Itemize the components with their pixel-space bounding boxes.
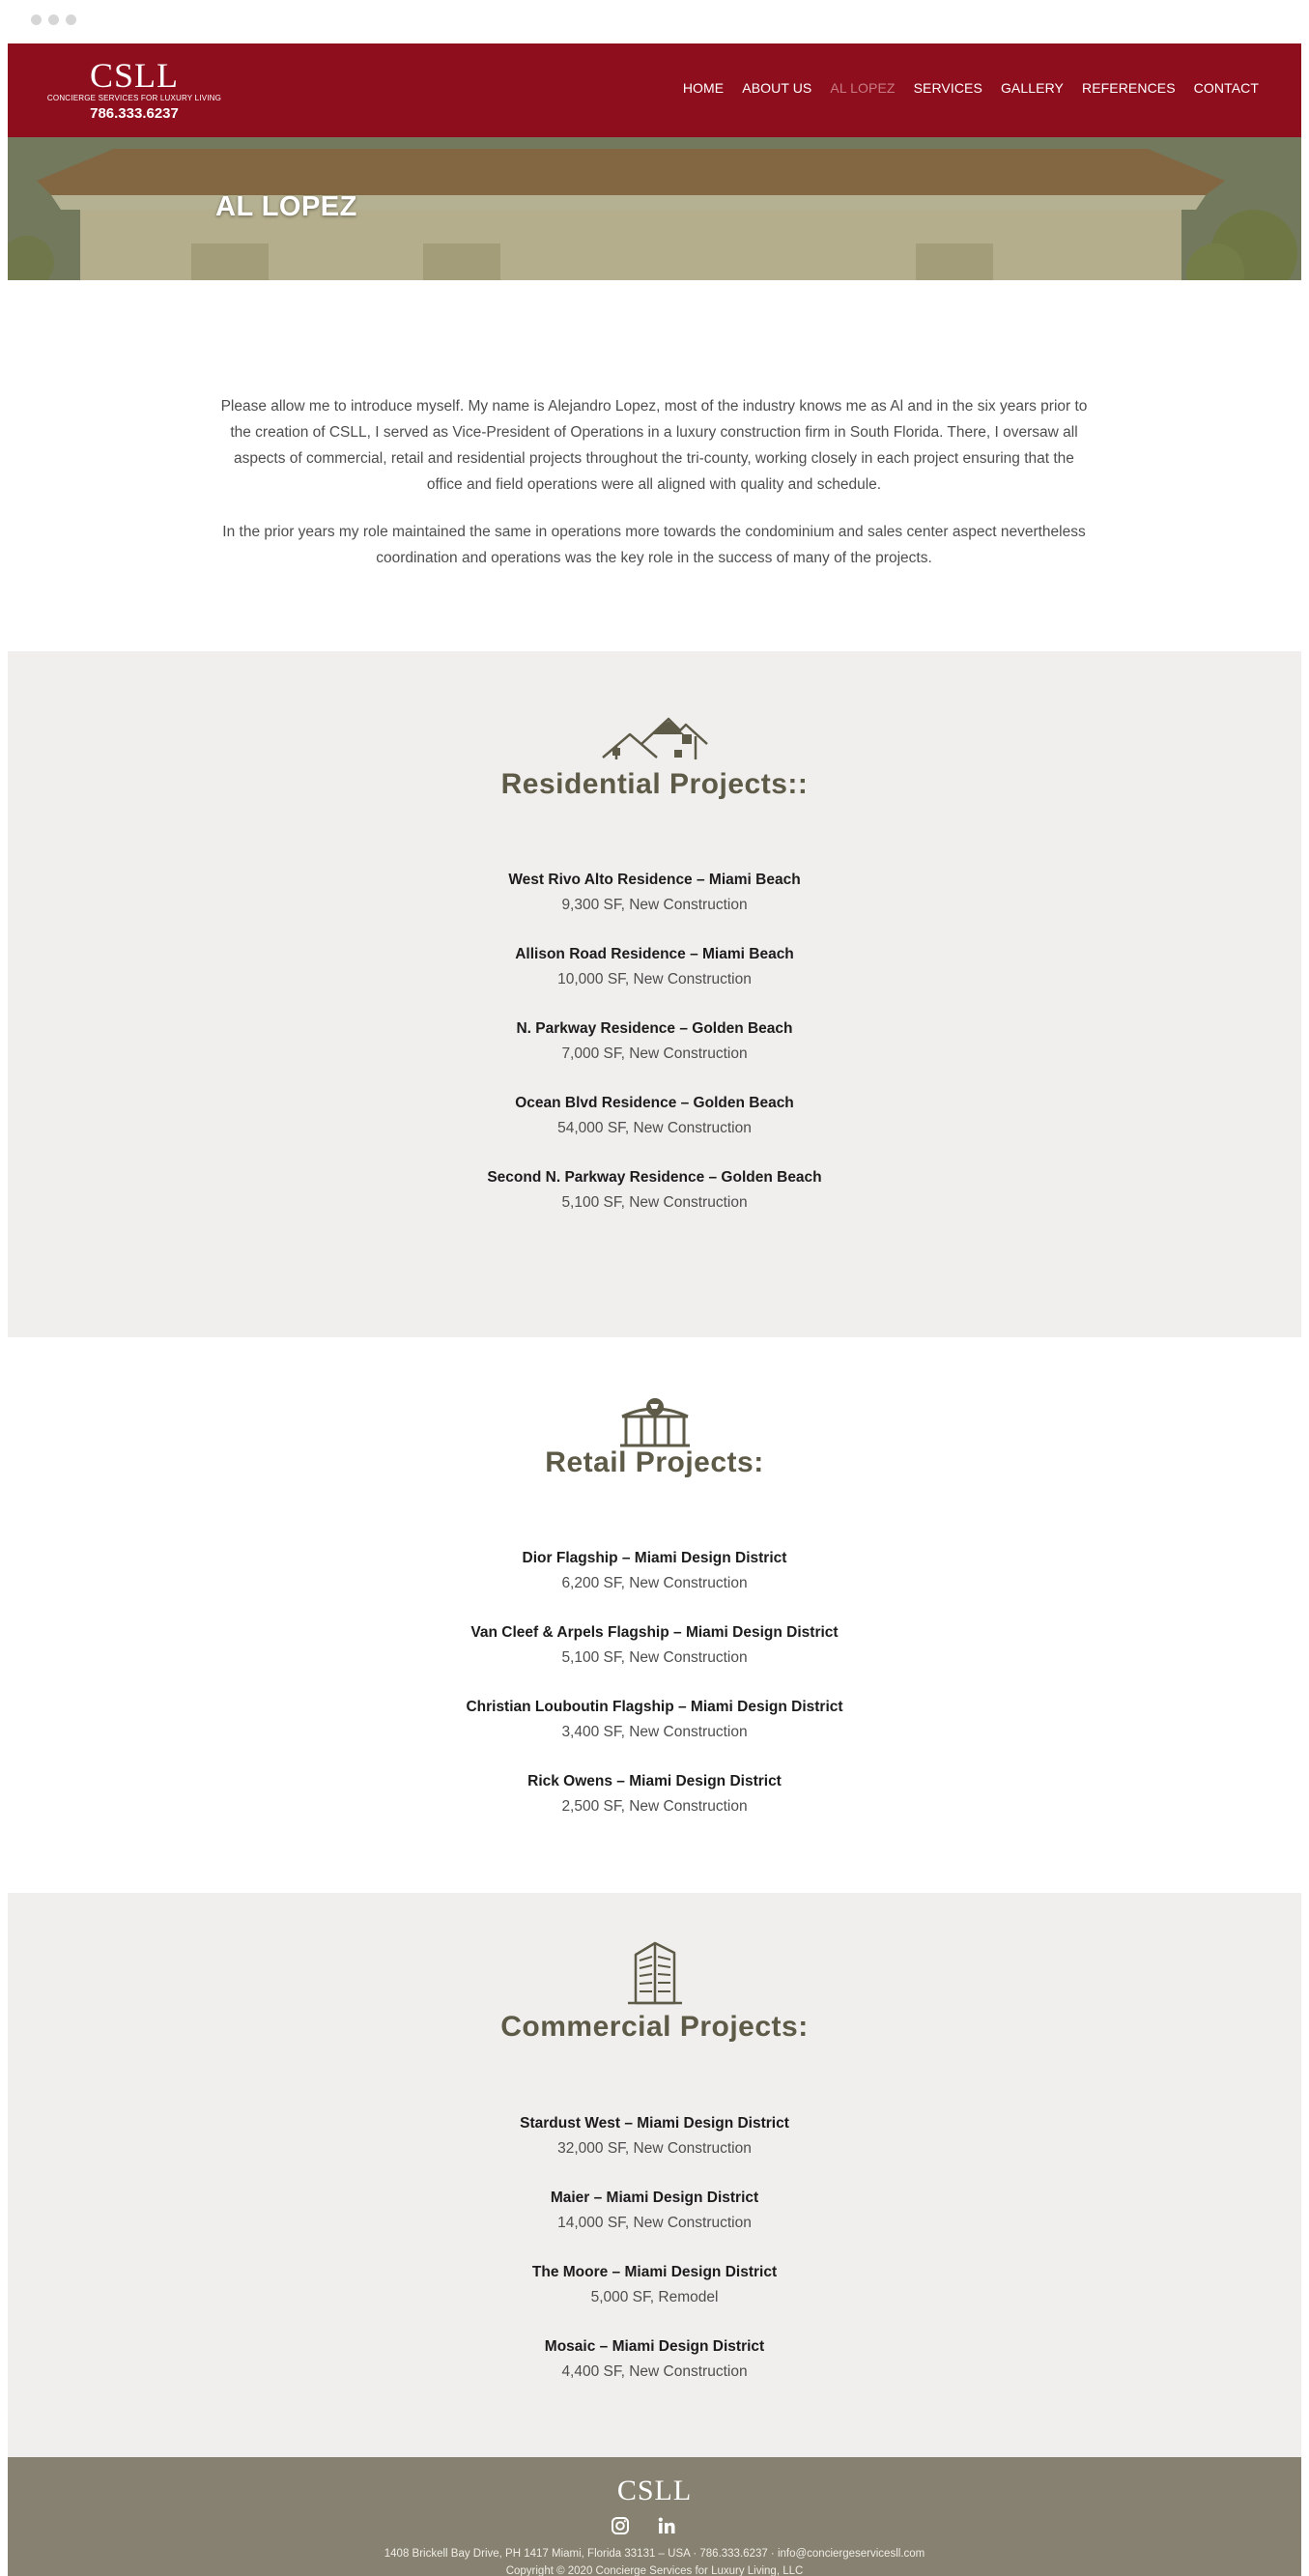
project-detail: 5,100 SF, New Construction (561, 1194, 748, 1211)
storefront-icon (618, 1397, 692, 1447)
project-name: Van Cleef & Arpels Flagship – Miami Design District (470, 1624, 839, 1641)
retail-projects-section (8, 1337, 1301, 1893)
project-name: N. Parkway Residence – Golden Beach (516, 1020, 793, 1037)
footer-copyright: Copyright © 2020 Concierge Services for Luxury Living, LLC (505, 2565, 804, 2576)
intro-paragraph-1: Please allow me to introduce myself. My name is Alejandro Lopez, most of the industry knows me as Al and in the six years prior to the creation of CSLL, I served as Vice-President of Operations in a luxury construction firm in South Florida. There, I oversaw all aspects of commercial, retail and residential projects throughout the tri-county, working closely in each project ensuring that the office and field operations were all aligned with quality and schedule. (220, 398, 1088, 493)
nav-contact[interactable]: CONTACT (1193, 80, 1259, 96)
intro-paragraph-2: In the prior years my role maintained the same in operations more towards the condominium and sales center aspect nevertheless coordination and operations was the key role in the success of many of the projects. (222, 524, 1086, 566)
project-detail: 9,300 SF, New Construction (561, 897, 748, 913)
hero-overlay (8, 137, 1301, 280)
site-footer (8, 2457, 1301, 2576)
residential-project-3 (8, 1016, 1301, 1067)
project-detail: 2,500 SF, New Construction (561, 1798, 748, 1815)
project-name: West Rivo Alto Residence – Miami Beach (508, 872, 801, 888)
nav-references[interactable]: REFERENCES (1081, 80, 1176, 96)
retail-project-2 (8, 1620, 1301, 1671)
commercial-project-2 (8, 2186, 1301, 2236)
project-name: Rick Owens – Miami Design District (527, 1773, 782, 1789)
retail-project-3 (8, 1695, 1301, 1745)
residential-project-1 (8, 868, 1301, 918)
project-detail: 32,000 SF, New Construction (557, 2140, 752, 2157)
commercial-title: Commercial Projects: (500, 2011, 809, 2043)
project-detail: 5,000 SF, Remodel (590, 2289, 719, 2305)
project-name: Allison Road Residence – Miami Beach (515, 946, 794, 962)
nav-gallery[interactable]: GALLERY (1000, 80, 1064, 96)
project-detail: 10,000 SF, New Construction (557, 971, 752, 987)
project-name: Ocean Blvd Residence – Golden Beach (515, 1095, 794, 1111)
commercial-project-1 (8, 2111, 1301, 2161)
project-name: Stardust West – Miami Design District (520, 2115, 789, 2132)
office-building-icon (626, 1939, 684, 2005)
page-title: AL LOPEZ (215, 191, 357, 222)
project-name: Maier – Miami Design District (550, 2190, 759, 2206)
page-frame (8, 43, 1301, 2576)
project-name: Mosaic – Miami Design District (544, 2338, 765, 2355)
main-nav (683, 80, 1259, 96)
project-name: Dior Flagship – Miami Design District (522, 1550, 787, 1566)
nav-al-lopez[interactable]: AL LOPEZ (830, 80, 896, 96)
commercial-project-4 (8, 2334, 1301, 2385)
project-name: Christian Louboutin Flagship – Miami Design District (466, 1699, 843, 1715)
social-links (611, 2516, 676, 2535)
site-logo[interactable] (38, 57, 231, 127)
linkedin-icon[interactable] (657, 2516, 676, 2535)
project-detail: 3,400 SF, New Construction (561, 1724, 748, 1740)
project-detail: 7,000 SF, New Construction (561, 1045, 748, 1062)
residential-projects-section (8, 651, 1301, 1337)
house-icon (599, 715, 711, 761)
commercial-projects-section (8, 1893, 1301, 2457)
site-header (8, 43, 1301, 137)
footer-logo[interactable]: CSLL (616, 2475, 693, 2506)
retail-project-4 (8, 1769, 1301, 1819)
window-dot-maximize[interactable] (66, 14, 76, 25)
instagram-icon[interactable] (611, 2516, 630, 2535)
browser-chrome (0, 0, 1309, 43)
residential-project-4 (8, 1091, 1301, 1141)
hero-banner (8, 137, 1301, 280)
nav-home[interactable]: HOME (682, 80, 725, 96)
logo-mark: CSLL (89, 56, 179, 95)
header-phone[interactable]: 786.333.6237 (90, 105, 179, 122)
window-dot-close[interactable] (31, 14, 42, 25)
project-detail: 4,400 SF, New Construction (561, 2363, 748, 2380)
intro-section (8, 280, 1301, 651)
project-detail: 14,000 SF, New Construction (557, 2215, 752, 2231)
retail-title: Retail Projects: (545, 1446, 764, 1478)
project-detail: 6,200 SF, New Construction (561, 1575, 748, 1591)
project-detail: 54,000 SF, New Construction (557, 1120, 752, 1136)
logo-tagline: CONCIERGE SERVICES FOR LUXURY LIVING (46, 94, 222, 102)
residential-project-2 (8, 942, 1301, 992)
window-dot-minimize[interactable] (48, 14, 59, 25)
commercial-project-3 (8, 2260, 1301, 2310)
nav-about-us[interactable]: ABOUT US (742, 80, 812, 96)
residential-project-5 (8, 1165, 1301, 1216)
nav-services[interactable]: SERVICES (913, 80, 982, 96)
footer-address: 1408 Brickell Bay Drive, PH 1417 Miami, Florida 33131 – USA · 786.333.6237 · info@conciergeservicesll.com (384, 2548, 925, 2560)
project-name: Second N. Parkway Residence – Golden Beach (487, 1169, 822, 1186)
project-detail: 5,100 SF, New Construction (561, 1649, 748, 1666)
retail-project-1 (8, 1546, 1301, 1596)
residential-title: Residential Projects:: (500, 768, 809, 800)
project-name: The Moore – Miami Design District (531, 2264, 778, 2280)
